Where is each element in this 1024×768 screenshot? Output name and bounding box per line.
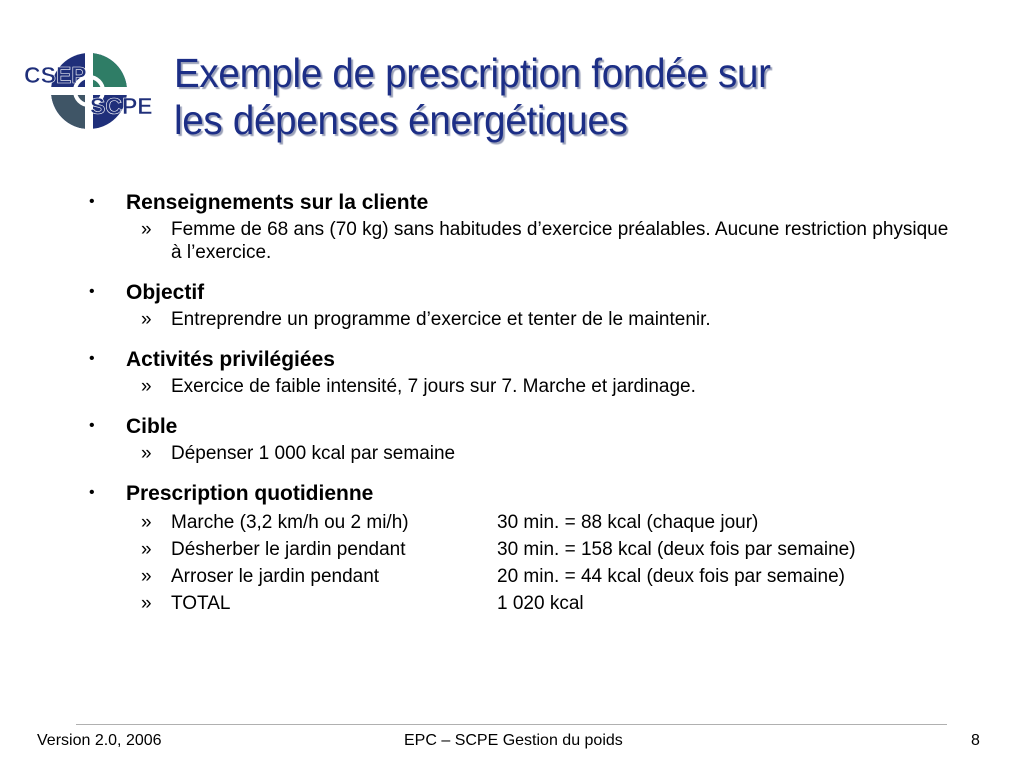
activity-label: Désherber le jardin pendant xyxy=(171,539,406,560)
prescription-row xyxy=(141,509,951,536)
prescription-row-total xyxy=(141,590,951,617)
sub-bullet: » xyxy=(141,566,152,587)
bullet: • xyxy=(89,417,95,434)
section-objective xyxy=(84,278,984,331)
activity-label: Marche (3,2 km/h ou 2 mi/h) xyxy=(171,512,409,533)
sub-bullet: » xyxy=(141,593,152,614)
list-item-text: Exercice de faible intensité, 7 jours sur 7. Marche et jardinage. xyxy=(171,376,696,397)
activity-label: Arroser le jardin pendant xyxy=(171,566,380,587)
bullet: • xyxy=(89,484,95,501)
logo-text-bottom: SCPE xyxy=(90,93,153,119)
prescription-row xyxy=(141,536,951,563)
sub-bullet: » xyxy=(141,512,152,533)
slide-content xyxy=(84,188,984,617)
section-client-info xyxy=(84,188,984,264)
sub-bullet: » xyxy=(141,219,152,240)
footer-version: Version 2.0, 2006 xyxy=(37,732,162,749)
list-item xyxy=(141,375,951,398)
list-item xyxy=(141,218,951,264)
list-item xyxy=(141,442,951,465)
activity-detail: 1 020 kcal xyxy=(497,593,584,614)
title-line-2: les dépenses énergétiques xyxy=(174,97,628,143)
section-heading: Renseignements sur la cliente xyxy=(126,191,429,214)
list-item xyxy=(141,308,951,331)
list-item-text: Entreprendre un programme d’exercice et tenter de le maintenir. xyxy=(171,309,711,330)
prescription-row xyxy=(141,563,951,590)
sub-bullet: » xyxy=(141,539,152,560)
section-activities xyxy=(84,345,984,398)
section-heading: Prescription quotidienne xyxy=(126,482,374,505)
activity-detail: 30 min. = 88 kcal (chaque jour) xyxy=(497,512,759,533)
section-heading: Objectif xyxy=(126,281,205,304)
list-item-text: Dépenser 1 000 kcal par semaine xyxy=(171,443,456,464)
sub-bullet: » xyxy=(141,376,152,397)
bullet: • xyxy=(89,193,95,210)
csep-scpe-logo xyxy=(22,47,157,135)
title-line-1: Exemple de prescription fondée sur xyxy=(174,50,771,96)
activity-detail: 20 min. = 44 kcal (deux fois par semaine) xyxy=(497,566,845,587)
bullet: • xyxy=(89,283,95,300)
page-title xyxy=(174,50,945,144)
activity-detail: 30 min. = 158 kcal (deux fois par semaine) xyxy=(497,539,856,560)
activity-label: TOTAL xyxy=(171,593,231,614)
sub-bullet: » xyxy=(141,443,152,464)
sub-bullet: » xyxy=(141,309,152,330)
section-heading: Cible xyxy=(126,415,178,438)
footer-divider xyxy=(76,724,947,725)
page-number: 8 xyxy=(971,732,980,749)
footer-title: EPC – SCPE Gestion du poids xyxy=(404,732,623,749)
list-item-text: Femme de 68 ans (70 kg) sans habitudes d’exercice préalables. Aucune restriction physique à l’exercice. xyxy=(171,219,949,263)
section-daily-prescription xyxy=(84,479,984,617)
bullet: • xyxy=(89,350,95,367)
section-heading: Activités privilégiées xyxy=(126,348,335,371)
section-target xyxy=(84,412,984,465)
logo-text-top: CSEP xyxy=(24,62,87,88)
